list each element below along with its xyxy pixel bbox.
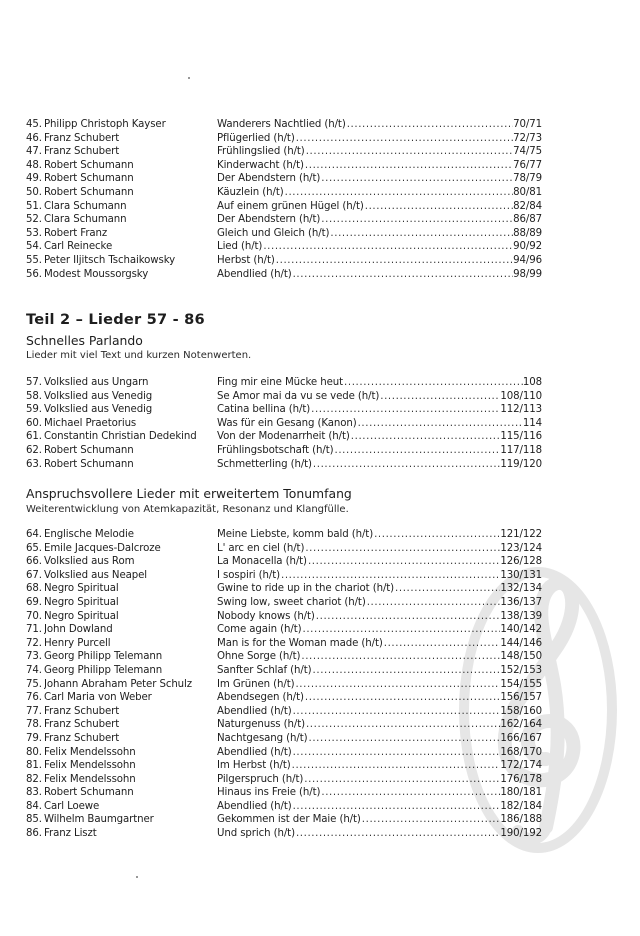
toc-entry[interactable] [26, 718, 542, 732]
entry-pages: 190/192 [500, 828, 542, 840]
entry-number: 57. [26, 377, 42, 388]
toc-entry[interactable] [26, 213, 542, 227]
entry-pages: 140/142 [500, 624, 542, 636]
entry-pages: 121/122 [500, 529, 542, 540]
entry-title: Abendlied (h/t) [217, 268, 292, 280]
entry-pages: 114 [522, 417, 542, 429]
dot-leader [295, 132, 513, 146]
section-description: Weiterentwicklung von Atemkapazität, Resonanz und Klangfülle. [26, 504, 349, 515]
toc-entry[interactable] [26, 773, 542, 787]
toc-entry[interactable] [26, 542, 542, 556]
dot-leader [343, 376, 523, 390]
entry-number: 70. [26, 610, 42, 622]
entry-pages: 168/170 [500, 746, 542, 758]
entry-number: 69. [26, 596, 42, 608]
dot-leader [320, 213, 513, 227]
entry-number: 71. [26, 624, 42, 636]
toc-entry[interactable] [26, 827, 542, 841]
section-title: Anspruchsvollere Lieder mit erweitertem Tonumfang [26, 486, 352, 501]
entry-pages: 94/96 [513, 254, 542, 266]
toc-entry[interactable] [26, 227, 542, 241]
entry-number: 73. [26, 651, 42, 663]
entry-composer: Modest Moussorgsky [44, 268, 149, 280]
entry-number: 85. [26, 814, 42, 826]
entry-composer: Felix Mendelssohn [44, 760, 136, 772]
entry-title: Herbst (h/t) [217, 254, 275, 266]
entry-number: 56. [26, 268, 42, 280]
entry-number: 79. [26, 732, 42, 744]
entry-number: 86. [26, 828, 42, 840]
entry-composer: Johann Abraham Peter Schulz [44, 678, 193, 690]
entry-number: 64. [26, 529, 42, 540]
dot-leader [292, 746, 501, 760]
entry-pages: 172/174 [500, 760, 542, 772]
toc-entry[interactable] [26, 132, 542, 146]
dot-leader [292, 268, 514, 282]
entry-title: Se Amor mai da vu se vede (h/t) [217, 390, 380, 402]
entry-composer: Robert Schumann [44, 444, 134, 456]
entry-pages: 117/118 [500, 444, 542, 456]
entry-title: Gleich und Gleich (h/t) [217, 227, 330, 239]
entry-number: 80. [26, 746, 42, 758]
dot-leader [320, 172, 513, 186]
toc-entry[interactable] [26, 430, 542, 444]
dot-leader [334, 444, 501, 458]
entry-title: Man is for the Woman made (h/t) [217, 637, 383, 649]
entry-pages: 72/73 [513, 132, 542, 144]
entry-title: La Monacella (h/t) [217, 556, 307, 568]
entry-number: 65. [26, 542, 42, 554]
entry-number: 77. [26, 705, 42, 717]
entry-composer: Carl Loewe [44, 800, 100, 812]
entry-number: 67. [26, 569, 42, 581]
entry-number: 49. [26, 173, 42, 185]
toc-entry[interactable] [26, 145, 542, 159]
entry-composer: Felix Mendelssohn [44, 746, 136, 758]
toc-entry[interactable] [26, 759, 542, 773]
entry-pages: 166/167 [500, 732, 542, 744]
toc-entry[interactable] [26, 240, 542, 254]
dot-leader [284, 186, 514, 200]
dot-leader [304, 159, 513, 173]
speck [188, 77, 190, 79]
toc-entry[interactable] [26, 705, 542, 719]
toc-entry[interactable] [26, 555, 542, 569]
toc-entry[interactable] [26, 417, 542, 431]
entry-composer: Georg Philipp Telemann [44, 651, 163, 663]
entry-composer: Volkslied aus Venedig [44, 390, 153, 402]
toc-entry[interactable] [26, 623, 542, 637]
entry-composer: Negro Spiritual [44, 583, 119, 595]
dot-leader [364, 200, 513, 214]
entry-number: 66. [26, 556, 42, 568]
entry-title: Abendlied (h/t) [217, 746, 292, 758]
entry-composer: Franz Schubert [44, 146, 120, 158]
dot-leader [291, 759, 501, 773]
toc-entry[interactable] [26, 596, 542, 610]
dot-leader [320, 786, 500, 800]
entry-title: Meine Liebste, komm bald (h/t) [217, 529, 374, 540]
entry-number: 62. [26, 444, 42, 456]
entry-title: Come again (h/t) [217, 624, 302, 636]
entry-composer: Peter Iljitsch Tschaikowsky [44, 254, 176, 266]
dot-leader [280, 569, 500, 583]
entry-pages: 176/178 [500, 773, 542, 785]
toc-entry[interactable] [26, 582, 542, 596]
dot-leader [302, 623, 501, 637]
toc-entry[interactable] [26, 664, 542, 678]
entry-title: Wanderers Nachtlied (h/t) [217, 119, 346, 130]
dot-leader [305, 718, 500, 732]
toc-entry[interactable] [26, 650, 542, 664]
entry-title: Frühlingsbotschaft (h/t) [217, 444, 334, 456]
dot-leader [308, 732, 501, 746]
dot-leader [294, 678, 500, 692]
entry-pages: 108/110 [500, 390, 542, 402]
dot-leader [379, 390, 500, 404]
toc-part1-list [26, 118, 542, 281]
dot-leader [315, 610, 501, 624]
entry-pages: 130/131 [500, 569, 542, 581]
entry-composer: Clara Schumann [44, 214, 127, 226]
entry-composer: Constantin Christian Dedekind [44, 431, 197, 443]
entry-pages: 136/137 [500, 596, 542, 608]
entry-number: 50. [26, 186, 42, 198]
entry-pages: 144/146 [500, 637, 542, 649]
toc-section2-list [26, 528, 542, 841]
entry-pages: 80/81 [513, 186, 542, 198]
entry-composer: Henry Purcell [44, 637, 111, 649]
dot-leader [361, 813, 501, 827]
entry-number: 61. [26, 431, 42, 443]
entry-composer: Felix Mendelssohn [44, 773, 136, 785]
entry-pages: 152/153 [500, 664, 542, 676]
dot-leader [373, 528, 500, 542]
entry-number: 46. [26, 132, 42, 144]
toc-entry[interactable] [26, 458, 542, 472]
entry-number: 51. [26, 200, 42, 212]
entry-composer: Volkslied aus Rom [44, 556, 135, 568]
entry-title: Gekommen ist der Maie (h/t) [217, 814, 361, 826]
toc-entry[interactable] [26, 678, 542, 692]
entry-composer: Carl Maria von Weber [44, 692, 152, 704]
entry-title: Naturgenuss (h/t) [217, 719, 305, 731]
entry-title: Auf einem grünen Hügel (h/t) [217, 200, 364, 212]
entry-composer: Franz Schubert [44, 705, 120, 717]
dot-leader [303, 773, 500, 787]
entry-composer: Carl Reinecke [44, 241, 113, 253]
entry-composer: Philipp Christoph Kayser [44, 119, 166, 130]
entry-title: Abendsegen (h/t) [217, 692, 304, 704]
entry-composer: Franz Schubert [44, 732, 120, 744]
entry-title: Von der Modenarrheit (h/t) [217, 431, 350, 443]
toc-entry[interactable] [26, 186, 542, 200]
toc-entry[interactable] [26, 268, 542, 282]
entry-title: Und sprich (h/t) [217, 828, 295, 840]
entry-composer: Robert Schumann [44, 159, 134, 171]
entry-composer: Englische Melodie [44, 529, 134, 540]
entry-number: 78. [26, 719, 42, 731]
toc-entry[interactable] [26, 800, 542, 814]
entry-pages: 180/181 [500, 787, 542, 799]
entry-pages: 90/92 [513, 241, 542, 253]
entry-number: 74. [26, 664, 42, 676]
dot-leader [383, 637, 501, 651]
entry-pages: 76/77 [513, 159, 542, 171]
entry-number: 82. [26, 773, 42, 785]
entry-pages: 98/99 [513, 268, 542, 280]
dot-leader [366, 596, 501, 610]
entry-title: Swing low, sweet chariot (h/t) [217, 596, 366, 608]
entry-number: 54. [26, 241, 42, 253]
entry-pages: 82/84 [513, 200, 542, 212]
entry-title: Nachtgesang (h/t) [217, 732, 308, 744]
entry-title: Lied (h/t) [217, 241, 263, 253]
entry-number: 59. [26, 404, 42, 416]
toc-entry[interactable] [26, 691, 542, 705]
entry-title: Catina bellina (h/t) [217, 404, 311, 416]
entry-number: 84. [26, 800, 42, 812]
entry-number: 83. [26, 787, 42, 799]
dot-leader [310, 403, 500, 417]
entry-pages: 86/87 [513, 214, 542, 226]
entry-title: I sospiri (h/t) [217, 569, 280, 581]
entry-title: Sanfter Schlaf (h/t) [217, 664, 312, 676]
entry-pages: 115/116 [500, 431, 542, 443]
entry-title: Gwine to ride up in the chariot (h/t) [217, 583, 395, 595]
entry-title: Ohne Sorge (h/t) [217, 651, 301, 663]
entry-number: 55. [26, 254, 42, 266]
entry-title: Frühlingslied (h/t) [217, 146, 305, 158]
entry-composer: Volkslied aus Ungarn [44, 377, 149, 388]
toc-entry[interactable] [26, 403, 542, 417]
entry-composer: Michael Praetorius [44, 417, 137, 429]
entry-title: Abendlied (h/t) [217, 705, 292, 717]
entry-composer: Volkslied aus Venedig [44, 404, 153, 416]
toc-entry[interactable] [26, 172, 542, 186]
dot-leader [329, 227, 513, 241]
entry-number: 75. [26, 678, 42, 690]
dot-leader [305, 145, 513, 159]
entry-number: 47. [26, 146, 42, 158]
entry-title: Nobody knows (h/t) [217, 610, 315, 622]
entry-pages: 162/164 [500, 719, 542, 731]
entry-number: 45. [26, 119, 42, 130]
toc-section1-list [26, 376, 542, 471]
entry-composer: Wilhelm Baumgartner [44, 814, 154, 826]
section-title: Schnelles Parlando [26, 333, 143, 348]
entry-composer: Georg Philipp Telemann [44, 664, 163, 676]
entry-pages: 74/75 [513, 146, 542, 158]
entry-composer: Negro Spiritual [44, 610, 119, 622]
dot-leader [350, 430, 501, 444]
speck [136, 876, 138, 878]
entry-pages: 88/89 [513, 227, 542, 239]
entry-title: Pilgerspruch (h/t) [217, 773, 304, 785]
toc-entry[interactable] [26, 813, 542, 827]
entry-composer: Clara Schumann [44, 200, 127, 212]
entry-composer: Negro Spiritual [44, 596, 119, 608]
entry-pages: 182/184 [500, 800, 542, 812]
toc-entry[interactable] [26, 637, 542, 651]
entry-number: 52. [26, 214, 42, 226]
dot-leader [346, 118, 513, 132]
entry-composer: Robert Schumann [44, 186, 134, 198]
dot-leader [275, 254, 513, 268]
dot-leader [312, 664, 501, 678]
entry-pages: 112/113 [500, 404, 542, 416]
dot-leader [292, 705, 501, 719]
entry-title: Der Abendstern (h/t) [217, 173, 321, 185]
entry-composer: Robert Schumann [44, 787, 134, 799]
entry-pages: 132/134 [500, 583, 542, 595]
entry-number: 53. [26, 227, 42, 239]
entry-number: 68. [26, 583, 42, 595]
toc-entry[interactable] [26, 610, 542, 624]
toc-entry[interactable] [26, 200, 542, 214]
entry-number: 60. [26, 417, 42, 429]
dot-leader [304, 691, 501, 705]
entry-number: 58. [26, 390, 42, 402]
entry-title: Was für ein Gesang (Kanon) [217, 417, 357, 429]
toc-entry[interactable] [26, 118, 542, 132]
toc-entry[interactable] [26, 569, 542, 583]
entry-title: Kinderwacht (h/t) [217, 159, 304, 171]
entry-pages: 156/157 [500, 692, 542, 704]
entry-pages: 158/160 [500, 705, 542, 717]
entry-number: 76. [26, 692, 42, 704]
toc-entry[interactable] [26, 159, 542, 173]
entry-pages: 138/139 [500, 610, 542, 622]
entry-pages: 78/79 [513, 173, 542, 185]
entry-title: Hinaus ins Freie (h/t) [217, 787, 321, 799]
entry-number: 63. [26, 458, 42, 470]
entry-title: Der Abendstern (h/t) [217, 214, 321, 226]
entry-composer: Emile Jacques-Dalcroze [44, 542, 161, 554]
entry-composer: Franz Schubert [44, 719, 120, 731]
entry-number: 81. [26, 760, 42, 772]
entry-title: Schmetterling (h/t) [217, 458, 312, 470]
dot-leader [304, 542, 500, 556]
toc-entry[interactable] [26, 786, 542, 800]
dot-leader [394, 582, 500, 596]
entry-title: Abendlied (h/t) [217, 800, 292, 812]
dot-leader [262, 240, 513, 254]
entry-composer: John Dowland [44, 624, 113, 636]
entry-composer: Franz Liszt [44, 828, 97, 840]
entry-title: Fing mir eine Mücke heut [217, 377, 344, 388]
toc-entry[interactable] [26, 528, 542, 542]
entry-title: Im Grünen (h/t) [217, 678, 295, 690]
toc-entry[interactable] [26, 732, 542, 746]
dot-leader [357, 417, 523, 431]
dot-leader [300, 650, 500, 664]
dot-leader [292, 800, 501, 814]
entry-number: 48. [26, 159, 42, 171]
toc-entry[interactable] [26, 746, 542, 760]
dot-leader [295, 827, 500, 841]
entry-composer: Robert Schumann [44, 458, 134, 470]
entry-title: Pflügerlied (h/t) [217, 132, 295, 144]
entry-title: L' arc en ciel (h/t) [217, 542, 305, 554]
toc-entry[interactable] [26, 376, 542, 390]
entry-pages: 108 [522, 377, 542, 388]
entry-pages: 148/150 [500, 651, 542, 663]
entry-composer: Franz Schubert [44, 132, 120, 144]
entry-number: 72. [26, 637, 42, 649]
entry-pages: 123/124 [500, 542, 542, 554]
entry-composer: Volkslied aus Neapel [44, 569, 148, 581]
entry-pages: 186/188 [500, 814, 542, 826]
dot-leader [307, 555, 500, 569]
entry-pages: 126/128 [500, 556, 542, 568]
entry-pages: 119/120 [500, 458, 542, 470]
entry-pages: 154/155 [500, 678, 542, 690]
dot-leader [312, 458, 500, 472]
part2-heading: Teil 2 – Lieder 57 - 86 [26, 311, 205, 328]
entry-title: Käuzlein (h/t) [217, 186, 284, 198]
toc-entry[interactable] [26, 254, 542, 268]
toc-entry[interactable] [26, 390, 542, 404]
toc-entry[interactable] [26, 444, 542, 458]
entry-composer: Robert Franz [44, 227, 108, 239]
entry-composer: Robert Schumann [44, 173, 134, 185]
entry-pages: 70/71 [513, 119, 542, 130]
entry-title: Im Herbst (h/t) [217, 760, 291, 772]
section-description: Lieder mit viel Text und kurzen Notenwerten. [26, 350, 252, 361]
